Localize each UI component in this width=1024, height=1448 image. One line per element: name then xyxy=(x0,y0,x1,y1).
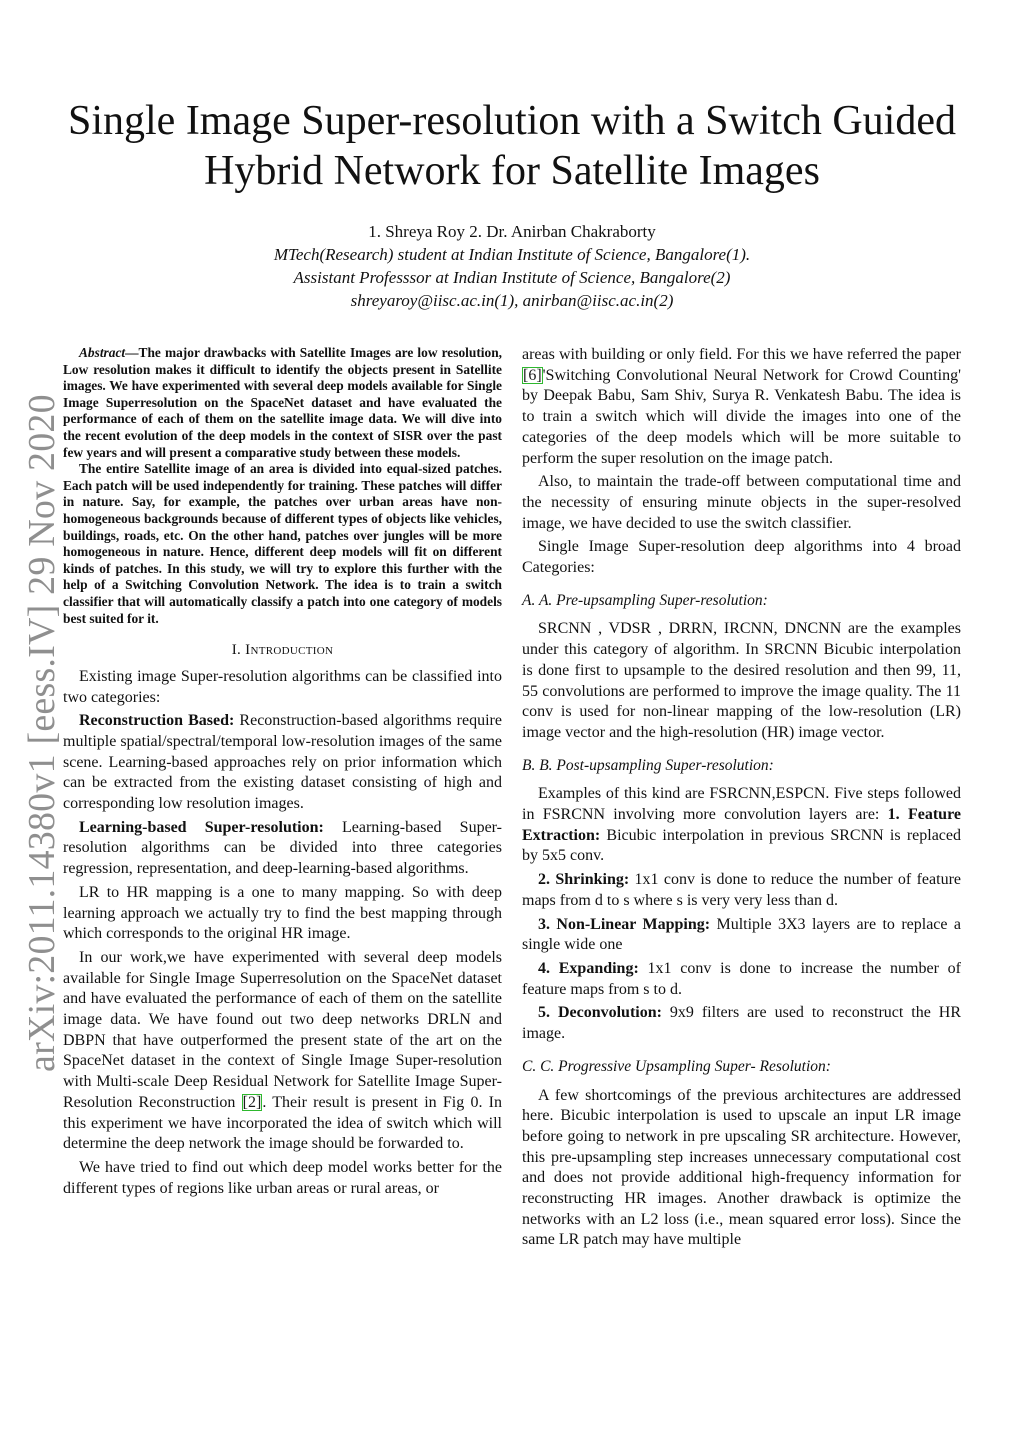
step-4 xyxy=(522,959,961,1000)
arxiv-stamp: arXiv:2011.14380v1 [eess.IV] 29 Nov 2020 xyxy=(21,394,63,1072)
abstract-lead: Abstract xyxy=(79,345,126,360)
intro-paragraph-1: Existing image Super-resolution algorithms can be classified into two categories: xyxy=(63,667,502,706)
term-reconstruction-based: Reconstruction Based: xyxy=(79,712,235,730)
citation-link-2[interactable]: [2] xyxy=(242,1093,262,1111)
intro-text-5b: . Their result is present in Fig 0. In this experiment we have incorporated the idea of switch which will determine the deep network the image should be forwarded to. xyxy=(63,1093,502,1153)
abstract-text-1: —The major drawbacks with Satellite Images are low resolution, Low resolution makes it difficult to identify the objects present in Satellite images. We have experimented with several deep models available for Single Image Superresolution on the SpaceNet dataset and have evaluated the performance of each of them on the satellite image data. We will dive into the recent evolution of the deep models in the context of SISR over the past few years and will present a comparative study between these models. xyxy=(63,345,502,460)
intro-paragraph-2 xyxy=(63,711,502,815)
right-text-1b: 'Switching Convolutional Neural Network for Crowd Counting' by Deepak Babu, Sam Shiv, Surya R. Venkatesh Babu. The idea is to train a switch which will divide the images into one of the categories of the deep models which will be more suitable to perform the super resolution on the image patch. xyxy=(522,366,961,467)
right-paragraph-1 xyxy=(522,345,961,469)
step-2-label: 2. Shrinking: xyxy=(538,871,630,889)
section-initial: I xyxy=(245,642,251,659)
abstract-paragraph-1 xyxy=(63,345,502,461)
subsection-heading-c: C. C. Progressive Upsampling Super- Resolution: xyxy=(522,1057,831,1075)
step-3 xyxy=(522,915,961,956)
citation-link-6[interactable]: [6] xyxy=(523,366,542,384)
step-4-text: 1x1 conv is done to increase the number of feature maps from s to d. xyxy=(522,959,961,998)
step-5 xyxy=(522,1003,961,1044)
section-heading-introduction xyxy=(63,640,502,661)
abstract-paragraph-2: The entire Satellite image of an area is divided into equal-sized patches. Each patch will be used independently for training. These patches will differ in nature. Say, for example, the patches over urban areas have non-homogeneous backgrounds because of different types of objects like vehicles, buildings, roads, etc. On the other hand, patches over jungles will be more homogeneous in nature. Hence, different deep models will fit on different kinds of patches. In this study, we will try to explore this further with the help of a Switching Convolution Network. The idea is to train a switch classifier that will automatically classify a patch into one category of models best suited for it. xyxy=(63,461,502,626)
author-names: 1. Shreya Roy 2. Dr. Anirban Chakraborty xyxy=(368,222,656,241)
author-emails: shreyaroy@iisc.ac.in(1), anirban@iisc.ac.in(2) xyxy=(350,291,674,310)
right-column xyxy=(522,345,961,1254)
section-title-rest: ntroduction xyxy=(250,642,334,659)
fsrcnn-steps xyxy=(522,784,961,1044)
intro-text-3: Learning-based Super-resolution algorithms can be divided into three categories regression, representation, and deep-learning-based algorithms. xyxy=(63,818,502,878)
step-5-label: 5. Deconvolution: xyxy=(538,1004,662,1022)
intro-paragraph-6: We have tried to find out which deep model works better for the different types of regions like urban areas or rural areas, or xyxy=(63,1158,502,1197)
step-2-text: 1x1 conv is done to reduce the number of feature maps from d to s where s is very very less than d. xyxy=(522,871,962,909)
step-1-label: 1. Feature Extraction: xyxy=(522,806,961,844)
subsection-a-paragraph: SRCNN , VDSR , DRRN, IRCNN, DNCNN are the examples under this category of algorithm. In SRCNN Bicubic interpolation is done first to upsample to the desired resolution and then 99, 11, 55 convolutions are performed to improve the image quality. The 11 conv is used for non-linear mapping of the low-resolution (LR) image vector and the high-resolution (HR) image vector. xyxy=(522,620,961,741)
subsection-b-paragraph xyxy=(522,784,961,867)
step-3-label: 3. Non-Linear Mapping: xyxy=(538,915,711,933)
term-learning-based: Learning-based Super-resolution: xyxy=(79,818,324,836)
step-2 xyxy=(522,870,961,911)
intro-text-2: Reconstruction-based algorithms require multiple spatial/spectral/temporal low-resolution images of the same scene. Learning-based approaches rely on prior information which can be extracted from the existing dataset consisting of high and corresponding low resolution images. xyxy=(63,712,502,813)
step-3-text: Multiple 3X3 layers are to replace a single wide one xyxy=(522,915,962,954)
intro-paragraph-4: LR to HR mapping is a one to many mapping. So with deep learning approach we actually try to find the best mapping through which corresponds to the original HR image. xyxy=(63,883,502,943)
step-5-text: 9x9 filters are used to reconstruct the HR image. xyxy=(522,1004,961,1043)
affiliation-1: MTech(Research) student at Indian Institute of Science, Bangalore(1). xyxy=(273,245,751,264)
right-text-1a: areas with building or only field. For this we have referred the paper xyxy=(522,346,961,363)
intro-text-5a: In our work,we have experimented with several deep models available for Single Image Superresolution on the SpaceNet dataset and have evaluated the performance of each of them on the satellite image data. We have found out two deep networks DRLN and DBPN that have outperformed the present state of the art on the SpaceNet dataset in the context of Single Image Super-resolution with Multi-scale Deep Residual Network for Satellite Image Super-Resolution Reconstruction xyxy=(63,948,502,1111)
subsection-heading-a: A. A. Pre-upsampling Super-resolution: xyxy=(522,591,768,609)
step-1-text: Bicubic interpolation in previous SRCNN is replaced by 5x5 conv. xyxy=(522,826,961,865)
affiliation-2: Assistant Professsor at Indian Institute of Science, Bangalore(2) xyxy=(293,268,731,287)
paper-title xyxy=(40,96,984,196)
right-paragraph-2: Also, to maintain the trade-off between computational time and the necessity of ensuring minute objects in the super-resolved image, we have decided to use the switch classifier. xyxy=(522,473,961,532)
author-block xyxy=(40,220,984,312)
title-line-1: Single Image Super-resolution with a Switch Guided xyxy=(67,98,956,144)
step-4-label: 4. Expanding: xyxy=(538,959,639,977)
left-column xyxy=(63,345,502,1202)
subsection-b-text: Examples of this kind are FSRCNN,ESPCN. Five steps followed in FSRCNN involving more convolution layers are: xyxy=(522,785,961,824)
intro-paragraph-5 xyxy=(63,948,502,1155)
title-line-2: Hybrid Network for Satellite Images xyxy=(204,148,820,194)
subsection-heading-b: B. B. Post-upsampling Super-resolution: xyxy=(522,756,774,774)
intro-paragraph-3 xyxy=(63,818,502,880)
section-number: I. xyxy=(231,642,246,659)
right-paragraph-3: Single Image Super-resolution deep algorithms into 4 broad Categories: xyxy=(522,538,961,577)
abstract xyxy=(63,345,502,627)
subsection-c-paragraph: A few shortcomings of the previous architectures are addressed here. Bicubic interpolation is used to upscale an input LR image before going to network in pre upscaling SR architecture. However, this pre-upsampling step increases unnecessary computational cost and does not provide additional high-frequency information for reconstructing HR images. Another drawback is optimize the networks with an L2 loss (i.e., mean squared error loss). Since the same LR patch may have multiple xyxy=(522,1086,961,1249)
